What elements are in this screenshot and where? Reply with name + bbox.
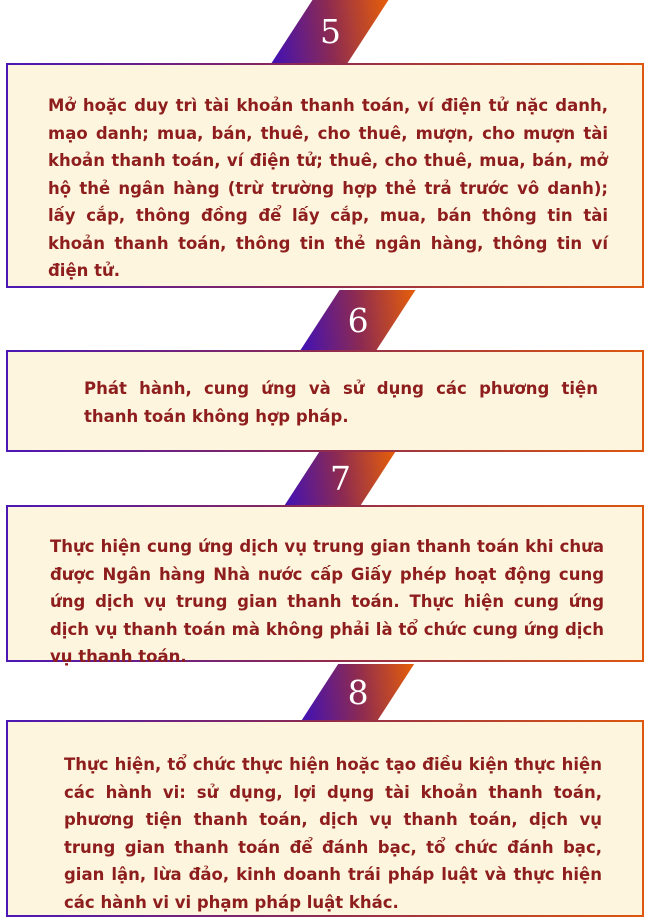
section-6-number-badge (301, 290, 416, 350)
section-7-number: 7 (329, 459, 351, 498)
section-6-number: 6 (347, 300, 369, 340)
section-8-card (6, 720, 644, 917)
section-5-text: Mở hoặc duy trì tài khoản thanh toán, ví điện tử nặc danh, mạo danh; mua, bán, thuê, cho thuê, mượn, cho mượn tài khoản thanh toán, ví điện tử; thuê, cho thuê, mua, bán, mở hộ thẻ ngân hàng (trừ trường hợp thẻ trả trước vô danh); lấy cắp, thông đồng để lấy cắp, mua, bán thông tin tài khoản thanh toán, thông tin thẻ ngân hàng, thông tin ví điện tử. (48, 96, 608, 280)
section-7-text: Thực hiện cung ứng dịch vụ trung gian thanh toán khi chưa được Ngân hàng Nhà nước cấp Giấy phép hoạt động cung ứng dịch vụ trung gian thanh toán. Thực hiện cung ứng dịch vụ thanh toán mà không phải là tổ chức cung ứng dịch vụ thanh toán. (50, 537, 604, 666)
section-5-number-badge (272, 0, 389, 63)
section-7-card (6, 505, 644, 666)
section-8-number: 8 (347, 672, 369, 712)
section-7-number-badge (285, 452, 395, 505)
section-8-text: Thực hiện, tổ chức thực hiện hoặc tạo điều kiện thực hiện các hành vi: sử dụng, lợi dụng tài khoản thanh toán, phương tiện thanh toán, dịch vụ thanh toán, dịch vụ trung gian thanh toán để đánh bạc, tổ chức đánh bạc, gian lận, lừa đảo, kinh doanh trái pháp luật và thực hiện các hành vi vi phạm pháp luật khác. (64, 755, 602, 912)
section-6-card (6, 350, 644, 452)
section-6-text: Phát hành, cung ứng và sử dụng các phương tiện thanh toán không hợp pháp. (84, 379, 598, 426)
section-5-number: 5 (319, 12, 341, 51)
section-8-number-badge (302, 664, 414, 720)
section-5-card (6, 63, 644, 288)
